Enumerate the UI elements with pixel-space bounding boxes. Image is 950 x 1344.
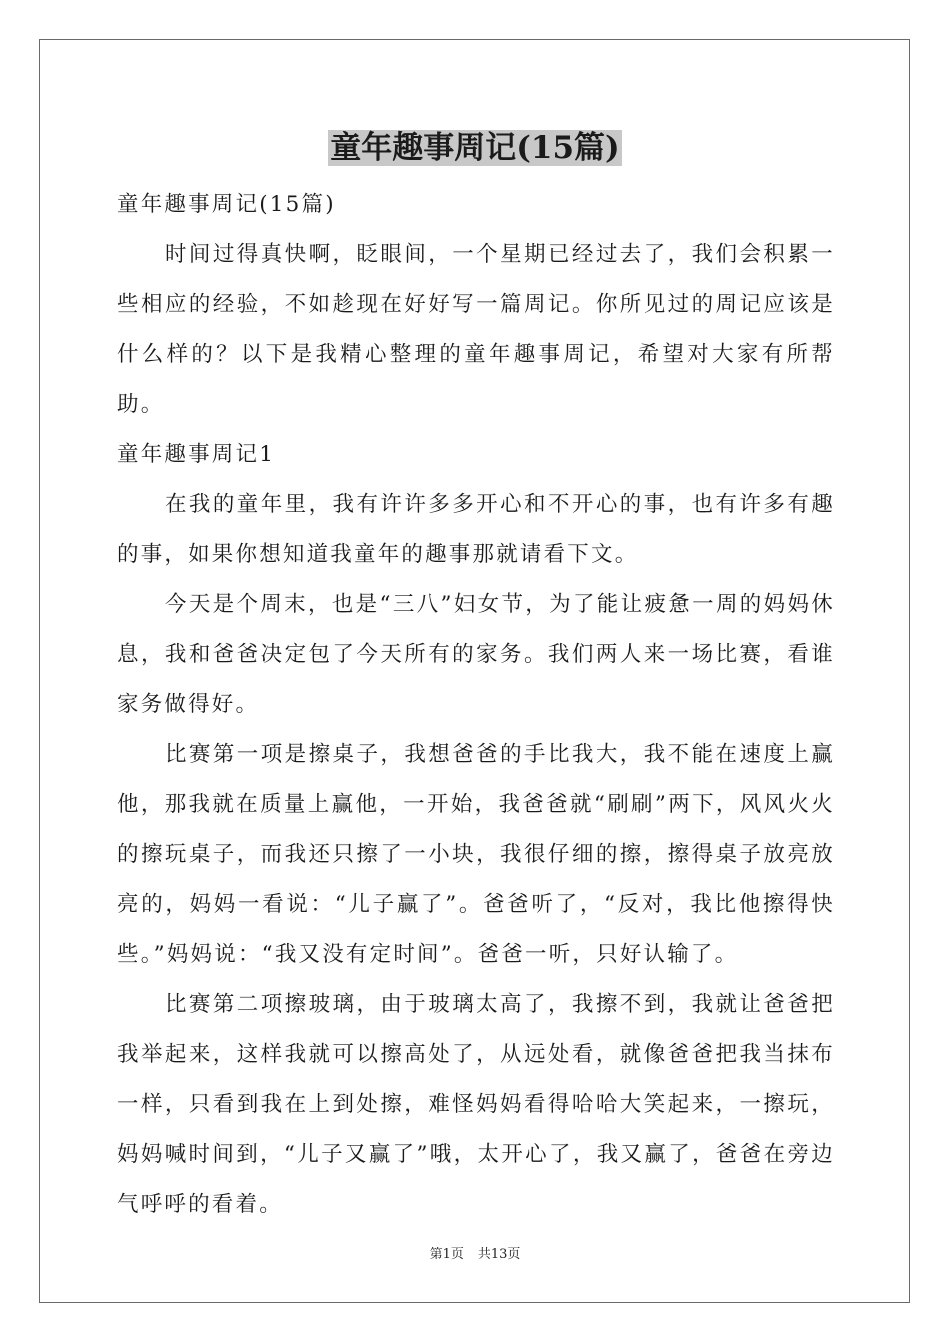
paragraph-body: 比赛第一项是擦桌子，我想爸爸的手比我大，我不能在速度上赢他，那我就在质量上赢他，一开始，我爸爸就“刷刷”两下，风风火火的擦玩桌子，而我还只擦了一小块，我很仔细的擦，擦得桌子放亮放亮的，妈妈一看说：“儿子赢了”。爸爸听了，“反对，我比他擦得快些。”妈妈说：“我又没有定时间”。爸爸一听，只好认输了。 — [117, 742, 835, 967]
paragraph-intro: 时间过得真快啊，眨眼间，一个星期已经过去了，我们会积累一些相应的经验，不如趁现在好好写一篇周记。你所见过的周记应该是什么样的？以下是我精心整理的童年趣事周记，希望对大家有所帮助。 — [117, 242, 835, 417]
page-total: 共13页 — [477, 1247, 521, 1262]
page-number: 第1页 — [429, 1247, 464, 1262]
document-title-text: 童年趣事周记(15篇) — [330, 130, 620, 166]
page-footer — [0, 1246, 950, 1264]
paragraph-body: 今天是个周末，也是“三八”妇女节，为了能让疲惫一周的妈妈休息，我和爸爸决定包了今天所有的家务。我们两人来一场比赛，看谁家务做得好。 — [117, 592, 835, 717]
paragraph-body: 比赛第二项擦玻璃，由于玻璃太高了，我擦不到，我就让爸爸把我举起来，这样我就可以擦高处了，从远处看，就像爸爸把我当抹布一样，只看到我在上到处擦，难怪妈妈看得哈哈大笑起来，一擦玩，妈妈喊时间到，“儿子又赢了”哦，太开心了，我又赢了，爸爸在旁边气呼呼的看着。 — [117, 992, 835, 1217]
paragraph-body: 在我的童年里，我有许许多多开心和不开心的事，也有许多有趣的事，如果你想知道我童年的趣事那就请看下文。 — [117, 492, 835, 567]
document-body — [117, 180, 835, 1230]
paragraph-subtitle: 童年趣事周记(15篇) — [117, 192, 336, 217]
paragraph-section-heading: 童年趣事周记1 — [117, 442, 276, 467]
document-title — [0, 128, 950, 168]
